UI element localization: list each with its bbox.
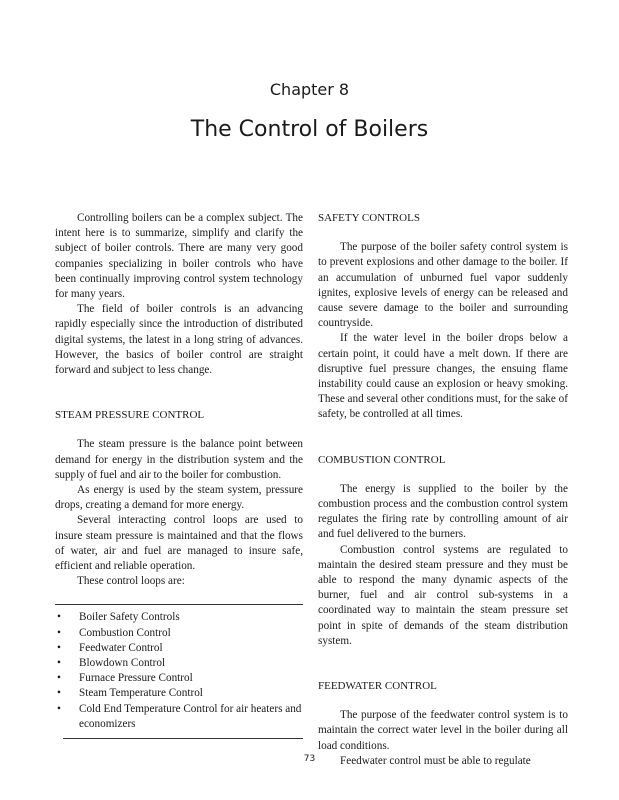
list-item-text: Furnace Pressure Control — [79, 672, 193, 685]
paragraph: The steam pressure is the balance point between demand for energy in the distribution system and the supply of fuel and air to the boiler for combustion. — [55, 438, 303, 481]
paragraph: Controlling boilers can be a complex subject. The intent here is to summarize, simplify and clarify the subject of boiler controls. There are many very good companies specializing in boiler controls who have been continually improving control system technology for many years. — [55, 212, 303, 301]
paragraph: The energy is supplied to the boiler by the combustion process and the combustion control system regulates the firing rate by controlling amount of air and fuel delivered to the burners. — [318, 482, 568, 541]
list-item-text: Feedwater Control — [79, 641, 163, 654]
section-heading-feedwater-control: FEEDWATER CONTROL — [318, 680, 437, 693]
paragraph: If the water level in the boiler drops below a certain point, it could have a melt down. If there are disruptive fuel pressure changes, the ensuing flame instability could cause an explosion or heavy smoking. These and several other conditions must, for the sake of safety, be controlled at all times. — [318, 332, 568, 421]
bullet-glyph: • — [57, 626, 61, 639]
chapter-title: The Control of Boilers — [190, 117, 429, 142]
list-item — [55, 626, 303, 641]
list-item — [55, 656, 303, 671]
list-item-text: Blowdown Control — [79, 657, 166, 670]
bullet-glyph: • — [57, 687, 61, 700]
paragraph: Combustion control systems are regulated to maintain the desired steam pressure and they must be able to respond the many dynamic aspects of the burner, fuel and air control sub-systems in a coordinated way to maintain the steam pressure set point in spite of demands of the steam distribution system. — [318, 543, 568, 647]
divider-top — [55, 604, 303, 605]
list-item — [55, 641, 303, 656]
right-column — [318, 211, 568, 769]
control-loops-list — [55, 610, 303, 732]
paragraph: As energy is used by the steam system, pressure drops, creating a demand for more energy. — [55, 484, 303, 512]
bullet-glyph: • — [57, 641, 61, 654]
left-column — [55, 211, 303, 739]
list-item — [55, 702, 303, 732]
list-item — [55, 671, 303, 686]
page-number: 73 — [303, 754, 316, 764]
bullet-glyph: • — [57, 657, 61, 670]
chapter-label: Chapter 8 — [269, 80, 350, 99]
list-item-text: Cold End Temperature Control for air heaters and economizers — [79, 702, 302, 730]
paragraph: The purpose of the feedwater control system is to maintain the correct water level in the boiler during all load conditions. — [318, 709, 568, 752]
section-heading-combustion-control: COMBUSTION CONTROL — [318, 453, 446, 466]
section-heading-steam-pressure: STEAM PRESSURE CONTROL — [55, 409, 205, 422]
paragraph: Several interacting control loops are used to insure steam pressure is maintained and that the flows of water, air and fuel are managed to insure safe, efficient and reliable operation. — [55, 514, 303, 573]
list-item — [55, 686, 303, 701]
section-heading-safety-controls: SAFETY CONTROLS — [318, 212, 420, 224]
paragraph: These control loops are: — [77, 575, 185, 588]
bullet-glyph: • — [57, 672, 61, 685]
paragraph: The field of boiler controls is an advancing rapidly especially since the introduction of distributed digital systems, the latest in a long string of advances. However, the basics of boiler control are straight forward and subject to less change. — [55, 303, 303, 377]
bullet-glyph: • — [57, 702, 61, 715]
divider-bottom — [63, 738, 303, 739]
bullet-glyph: • — [57, 611, 61, 624]
paragraph: Feedwater control must be able to regulate — [340, 754, 531, 767]
list-item-text: Combustion Control — [79, 626, 171, 639]
list-item-text: Steam Temperature Control — [79, 687, 203, 700]
list-item-text: Boiler Safety Controls — [79, 611, 180, 624]
paragraph: The purpose of the boiler safety control system is to prevent explosions and other damage to the boiler. If an accumulation of unburned fuel vapor suddenly ignites, explosive levels of energy can be released and cause severe damage to the boiler and surrounding countryside. — [318, 241, 568, 330]
list-item — [55, 610, 303, 625]
